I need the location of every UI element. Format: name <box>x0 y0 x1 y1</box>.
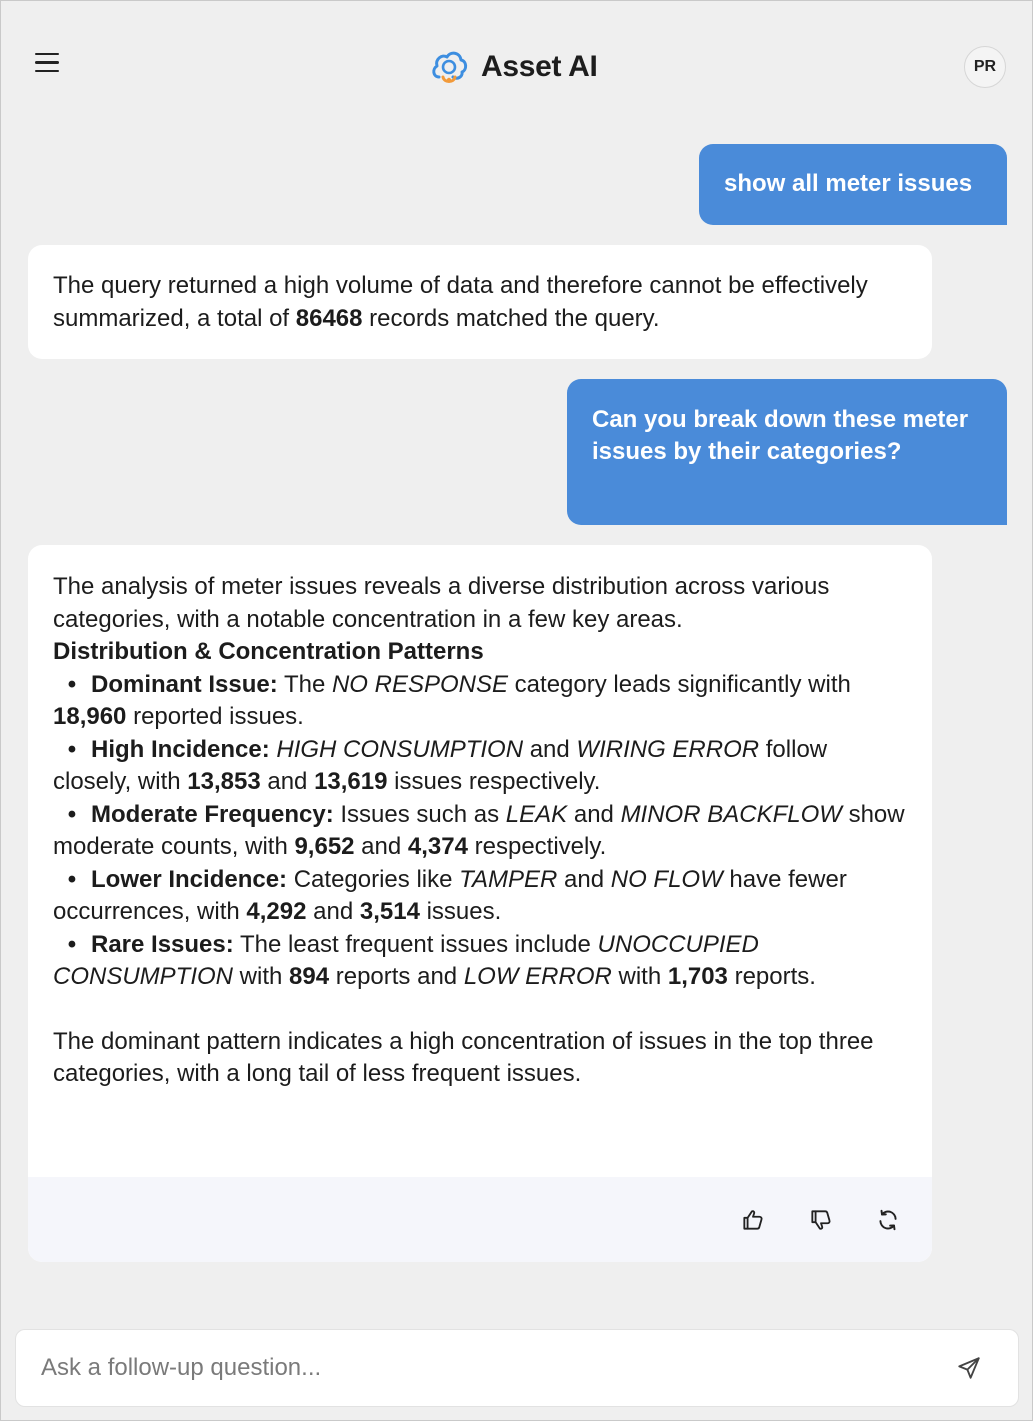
bullet-text: and <box>557 865 611 893</box>
reply-text: records matched the query. <box>362 304 660 332</box>
issue-count: 13,853 <box>187 768 261 795</box>
bullet-label: Lower Incidence: <box>91 865 288 893</box>
bullet-marker: • <box>67 930 77 958</box>
list-item <box>53 864 907 929</box>
bullet-text: The least frequent issues include <box>233 930 598 958</box>
record-count: 86468 <box>295 304 363 332</box>
category-name: WIRING ERROR <box>576 735 760 763</box>
bullet-text: reports. <box>727 963 816 990</box>
message-actions <box>28 1177 932 1262</box>
category-name: NO FLOW <box>610 865 723 893</box>
bullet-text: issues respectively. <box>387 768 601 795</box>
bullet-text: show moderate counts, with <box>53 800 905 860</box>
bullet-text: follow closely, with <box>53 735 828 795</box>
bullet-text: and <box>306 898 360 925</box>
reply-closing: The dominant pattern indicates a high concentration of issues in the top three categories, with a long tail of less frequent issues. <box>53 1027 874 1087</box>
issue-count: 4,292 <box>246 898 307 925</box>
bullet-marker: • <box>67 735 77 763</box>
brand <box>429 45 598 89</box>
user-message <box>567 379 1007 525</box>
issue-list <box>53 669 907 994</box>
bullet-marker: • <box>67 800 77 828</box>
hamburger-line <box>35 61 59 63</box>
category-name: UNOCCUPIED CONSUMPTION <box>53 930 759 990</box>
user-message-text: show all meter issues <box>724 170 973 197</box>
issue-count: 9,652 <box>294 833 355 860</box>
list-item <box>53 669 907 734</box>
asset-ai-logo-icon <box>429 47 469 87</box>
category-name: LEAK <box>505 800 568 828</box>
composer <box>15 1329 1019 1407</box>
category-name: TAMPER <box>459 865 558 893</box>
thumbs-up-button[interactable] <box>740 1207 768 1235</box>
assistant-message <box>28 245 932 359</box>
category-name: NO RESPONSE <box>331 670 509 698</box>
user-message-text: Can you break down these meter issues by their categories? <box>592 406 969 465</box>
user-avatar[interactable]: PR <box>964 46 1006 88</box>
bullet-text: Categories like <box>287 865 460 893</box>
reply-text: The query returned a high volume of data and therefore cannot be effectively summarized, a total of <box>53 272 868 332</box>
regenerate-icon <box>875 1207 901 1233</box>
bullet-text: category leads significantly with <box>508 670 851 698</box>
bullet-label: Moderate Frequency: <box>91 800 334 828</box>
assistant-message <box>28 545 932 1262</box>
bullet-text: and <box>567 800 621 828</box>
thumbs-down-icon <box>808 1207 834 1233</box>
thumbs-up-icon <box>740 1207 766 1233</box>
bullet-text: Issues such as <box>333 800 506 828</box>
bullet-label: High Incidence: <box>91 735 270 763</box>
bullet-label: Dominant Issue: <box>91 670 278 698</box>
list-item <box>53 734 907 799</box>
send-button[interactable] <box>956 1355 984 1383</box>
section-heading: Distribution & Concentration Patterns <box>53 638 484 665</box>
follow-up-input[interactable] <box>16 1330 936 1406</box>
bullet-label: Rare Issues: <box>91 930 234 958</box>
bullet-text: with <box>233 963 290 990</box>
send-icon <box>956 1355 982 1381</box>
issue-count: 18,960 <box>53 703 127 730</box>
issue-count: 3,514 <box>359 898 420 925</box>
reply-intro: The analysis of meter issues reveals a diverse distribution across various categories, with a notable concentration in a few key areas. <box>53 573 830 633</box>
list-item <box>53 929 907 994</box>
category-name: LOW ERROR <box>463 963 612 990</box>
category-name: MINOR BACKFLOW <box>620 800 842 828</box>
bullet-text: have fewer occurrences, with <box>53 865 847 925</box>
bullet-text: and <box>523 735 577 763</box>
bullet-text: with <box>611 963 668 990</box>
bullet-text: respectively. <box>467 833 607 860</box>
bullet-marker: • <box>67 865 77 893</box>
bullet-marker: • <box>67 670 77 698</box>
regenerate-button[interactable] <box>875 1207 903 1235</box>
bullet-text: reported issues. <box>126 703 304 730</box>
bullet-text: and <box>354 833 408 860</box>
thumbs-down-button[interactable] <box>808 1207 836 1235</box>
hamburger-line <box>35 70 59 72</box>
bullet-text: issues. <box>419 898 502 925</box>
bullet-text: and <box>260 768 315 795</box>
bullet-text: reports and <box>329 963 464 990</box>
user-message <box>699 144 1007 225</box>
issue-count: 894 <box>289 963 330 990</box>
issue-count: 1,703 <box>667 963 728 990</box>
list-item <box>53 799 907 864</box>
bullet-text: The <box>277 670 332 698</box>
menu-button[interactable] <box>35 53 63 79</box>
issue-count: 13,619 <box>314 768 388 795</box>
category-name: HIGH CONSUMPTION <box>276 735 524 763</box>
issue-count: 4,374 <box>407 833 468 860</box>
app-title: Asset AI <box>481 50 598 83</box>
hamburger-line <box>35 53 59 55</box>
